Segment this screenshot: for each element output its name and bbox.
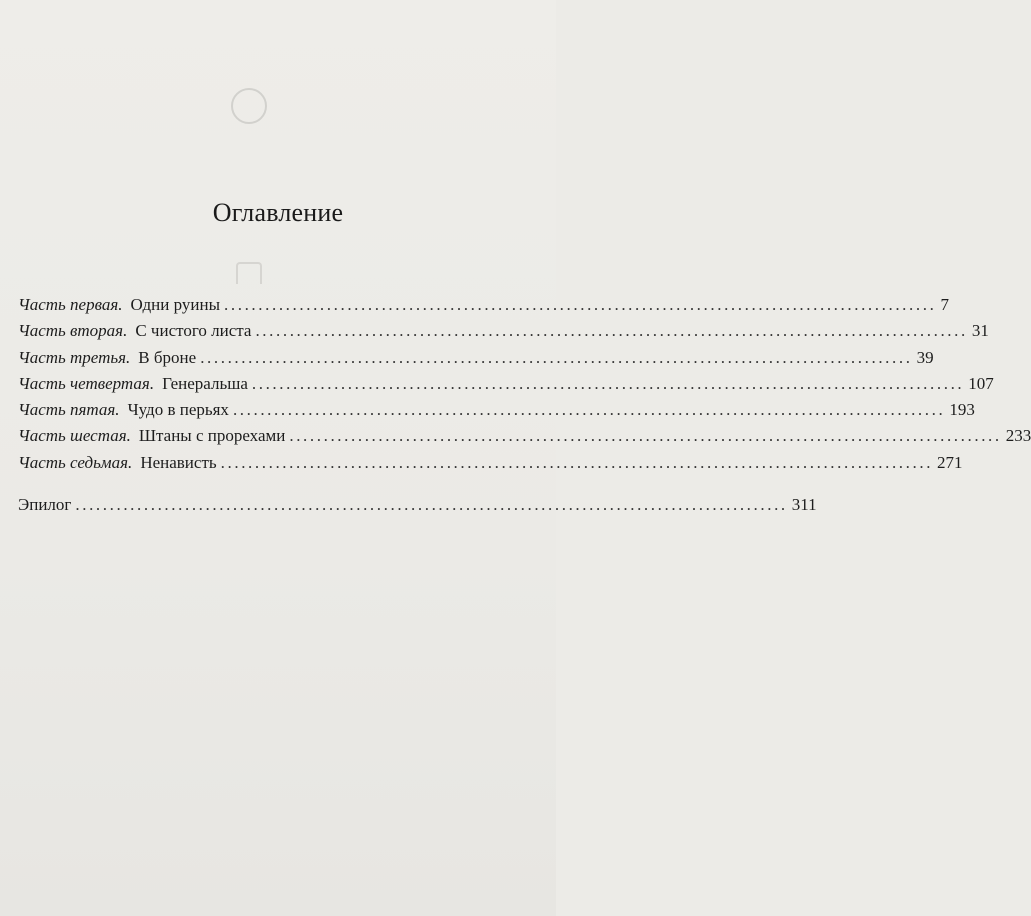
bleed-through-logo bbox=[236, 262, 262, 284]
toc-page-number: 39 bbox=[916, 347, 934, 367]
bleed-through-age-badge bbox=[231, 88, 267, 124]
toc-part-label: Часть седьмая. bbox=[18, 452, 133, 472]
toc-part-label: Часть пятая. bbox=[18, 400, 120, 420]
toc-entry[interactable] bbox=[18, 345, 934, 371]
dot-leader: ........................................................................................................ bbox=[255, 321, 968, 341]
dot-leader: ........................................................................................................ bbox=[75, 495, 788, 515]
toc-chapter-name: С чистого листа bbox=[135, 321, 252, 341]
toc-chapter-name: Генеральша bbox=[162, 373, 248, 393]
toc-page-number: 7 bbox=[940, 295, 949, 314]
toc-page-number: 107 bbox=[968, 373, 994, 393]
toc-part-label: Часть третья. bbox=[18, 347, 131, 367]
dot-leader: ........................................................................................................ bbox=[232, 400, 946, 420]
bleed-through-top bbox=[0, 22, 556, 64]
toc-chapter-name: Штаны с прорехами bbox=[138, 426, 286, 446]
toc-entry[interactable] bbox=[18, 450, 963, 476]
toc-chapter-name: Одни руины bbox=[130, 295, 221, 314]
toc-part-label: Часть четвертая. bbox=[18, 373, 155, 393]
toc-page-number: 233 bbox=[1005, 426, 1031, 446]
toc-entry[interactable] bbox=[18, 318, 989, 344]
toc-entry[interactable] bbox=[18, 423, 1031, 449]
toc-entry[interactable] bbox=[18, 397, 975, 423]
toc-entry-epilogue[interactable] bbox=[18, 492, 817, 518]
toc-chapter-name: Ненависть bbox=[140, 452, 217, 472]
dot-leader: ........................................................................................................ bbox=[289, 426, 1002, 446]
table-of-contents bbox=[18, 292, 1031, 518]
toc-epilogue-label: Эпилог bbox=[18, 495, 72, 515]
dot-leader: ........................................................................................................ bbox=[251, 373, 965, 393]
dot-leader: ........................................................................................................ bbox=[220, 452, 934, 472]
toc-part-label: Часть вторая. bbox=[18, 321, 128, 341]
toc-chapter-name: В броне bbox=[138, 347, 197, 367]
toc-page-number: 271 bbox=[937, 452, 963, 472]
toc-entry[interactable] bbox=[18, 371, 994, 397]
toc-title: Оглавление bbox=[212, 198, 344, 227]
toc-page-number: 31 bbox=[971, 321, 989, 341]
dot-leader: ........................................................................................................ bbox=[200, 347, 913, 367]
toc-chapter-name: Чудо в перьях bbox=[127, 400, 229, 420]
toc-page-number: 311 bbox=[791, 495, 817, 515]
toc-part-label: Часть первая. bbox=[18, 295, 123, 314]
toc-page-number: 193 bbox=[949, 400, 975, 420]
dot-leader: ........................................................................................................ bbox=[224, 295, 937, 314]
toc-entry[interactable] bbox=[18, 292, 949, 318]
toc-part-label: Часть шестая. bbox=[18, 426, 131, 446]
